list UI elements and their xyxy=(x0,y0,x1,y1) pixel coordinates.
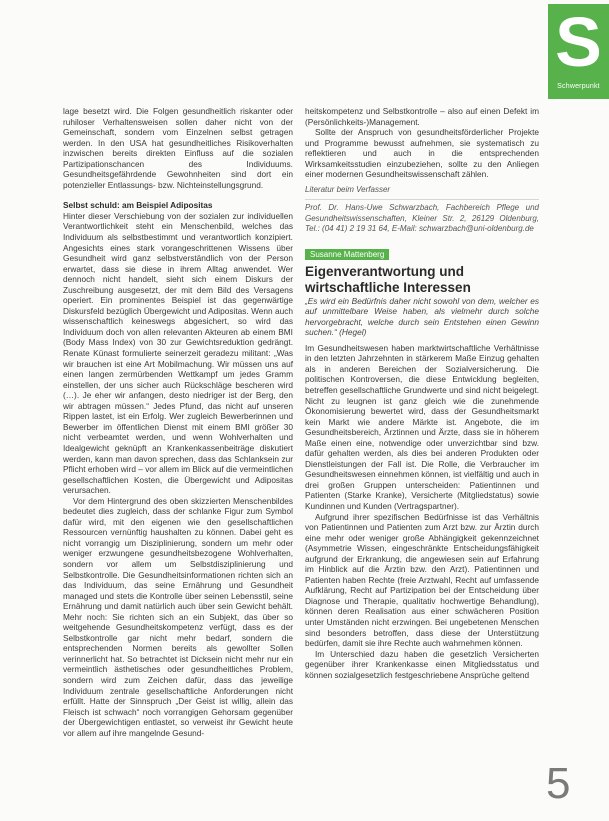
left-paragraph-2: Hinter dieser Verschiebung von der sozialen zur individuellen Verantwortlichkeit steht ein Menschenbild, welches das Individuum als selbstbestimmt und verantwortlich konzipiert. Angesichts eines stark vorangeschrittenen Wissens über Gesundheit wird ganz selbstverständlich von der Person erwartet, dass sie diese in ihrem Alltag anwendet. Wer dennoch nicht handelt, sieht sich einem Diskurs der Zuschreibung ausgesetzt, der mit dem Bild des Versagens operiert. Ein prominentes Beispiel ist das gegenwärtige Diskursfeld bezüglich Übergewicht und Adipositas. Wenn auch wissenschaftlich keineswegs abgesichert, so wird das Individuum doch von allen relevanten Akteuren ab einem BMI (Body Mass Index) von 30 zur Gewichtsreduktion gedrängt. Renate Künast formulierte seinerzeit geradezu militant: „Was wir brauchen ist eine Art Mobilmachung. Wir müssen uns auf einen langen zermürbenden Wettkampf um jedes Gramm einstellen, der uns sicher auch Rückschläge bescheren wird (…). Je eher wir anfangen, desto niedriger ist der Berg, den wir abtragen müssen.“ Jedes Pfund, das nicht auf unseren Rippen lastet, ist ein Erfolg. Wer zugleich Bewerberinnen und Bewerber im öffentlichen Dienst mit einem BMI größer 30 nicht verbeamtet werden, und wenn Wohlverhalten und Idealgewicht geknüpft an Krankenkassenbeiträge diskutiert werden, kann man davon sprechen, dass das Schlanksein zur Pflicht erhoben wird – vor allem im Blick auf die vermeintlichen gesellschaftlichen Kosten, die Übergewicht und Adipositas verursachen. xyxy=(63,210,293,496)
author-tag: Susanne Mattenberg xyxy=(305,249,389,260)
left-paragraph-3: Vor dem Hintergrund des oben skizzierten Menschenbildes bedeutet dies zugleich, dass der schlanke Figur zum Symbol dafür wird, mit den eigenen wie den gesellschaftlichen Ressourcen vernünftig haushalten zu können. Dabei geht es nicht vorrangig um Disziplinierung, sondern um mehr oder weniger erzwungene gesundheitsbezogene Wohlverhalten, sondern vor allem um Selbstdisziplinierung und Selbstkontrolle. Die Gesundheitsinformationen richten sich an das Individuum, das seine Ernährung und Gesundheit managed und stets die Kontrolle über seinen Lebensstil, seine Ernährung und damit natürlich auch über sein Gewicht behält. Mehr noch: Sie richten sich an ein Subjekt, das über so weitgehende Gesundheitskompetenz verfügt, dass es der Selbstkontrolle gar nicht mehr bedarf, sondern die entsprechenden Normen bereits als gewollter Sollen verinnerlicht hat. So betrachtet ist Dicksein nicht mehr nur ein vermeintlich ästhetisches oder gesundheitliches Problem, sondern wird zum Zeichen dafür, dass das jeweilige Individuum zentrale gesellschaftliche Anforderungen nicht erfüllt. Hatte der Sinnspruch „Der Geist ist willig, allein das Fleisch ist schwach“ noch vorrangigen Gehorsam gegenüber der Übergewichtigen entlastet, so verweist ihr Gewicht heute vor allem auf ihre mangelnde Gesund- xyxy=(63,495,293,738)
right-paragraph-2: Sollte der Anspruch von gesundheitsförderlicher Projekte und Programme bewusst aufnehmen, sie systematisch zu reflektieren und auch in die entsprechenden Wirksamkeitsstudien einzubeziehen, sollte zu den Anliegen einer modernen Gesundheitswissenschaft zählen. xyxy=(305,127,539,180)
page-number: 5 xyxy=(546,759,571,808)
subheading-adipositas: Selbst schuld: am Beispiel Adipositas xyxy=(63,200,213,211)
right-paragraph-3: Im Gesundheitswesen haben marktwirtschaftliche Verhältnisse in den letzten Jahrzehnten in stärkerem Maße Einzug gehalten als in anderen Bereichen der Sozialversicherung. Die politischen Kontroversen, die diese Entwicklung begleiten, betreffen gesellschaftliche Grundwerte und sind nicht beigelegt. Nicht zu leugnen ist ganz gleich wie die zunehmende Ökonomisierung bewertet wird, dass der Gesundheitsmarkt kein Markt wie andere Märkte ist. Angebote, die im Gesundheitsbereich, Ärztinnen und Ärzte, dass sie in höherem Maße einen eine, notwendige oder unverzichtbar sind bzw. dafür gehalten werden, als dies bei anderen Produkten oder Dienstleistungen der Fall ist. Die Rolle, die Verbraucher im Gesundheitswesen einnehmen können, ist vielfältig und auch in drei großen Gruppen unterscheiden: Patientinnen und Patienten (Starke Kranke), Versicherte (Mitgliedstatus) sowie Kundinnen und Kunden (Vertragspartner). xyxy=(305,342,539,511)
right-paragraph-1: heitskompetenz und Selbstkontrolle – also auf einen Defekt im (Persönlichkeits-)Management. xyxy=(305,106,539,127)
logo-letter: S xyxy=(555,3,602,81)
section-logo xyxy=(548,4,609,99)
left-column xyxy=(63,106,293,738)
contact-divider xyxy=(305,199,539,200)
author-contact: Prof. Dr. Hans-Uwe Schwarzbach, Fachbereich Pflege und Gesundheitswissenschaften, Kleiner Str. 2, 26129 Oldenburg, Tel.: (04 41) 2 19 31 64, E-Mail: schwarzbach@uni-oldenburg.de xyxy=(305,203,539,234)
right-paragraph-4: Aufgrund ihrer spezifischen Bedürfnisse ist das Verhältnis von Patientinnen und Patienten zum Arzt bzw. zur Ärztin durch eine mehr oder weniger große Abhängigkeit gekennzeichnet (Asymmetrie Wissen, eingeschränkte Entscheidungsfähigkeit aufgrund der Erkrankung, die angewiesen sein auf Erfahrung im Hinblick auf die Ärztin bzw. den Arzt). Patientinnen und Patienten haben Rechte (freie Arztwahl, Recht auf umfassende Aufklärung, Recht auf Partizipation bei der Entscheidung über Diagnose und Therapie, qualitativ hochwertige Behandlung), können deren Realisation aus einer schwächeren Position unter Umständen nicht erzwingen. Bei ungebetenen Menschen sind besonders betroffen, dass diese der Unterstützung bedürfen, damit sie ihre Rechte auch wahrnehmen können. xyxy=(305,511,539,649)
hegel-quote: „Es wird ein Bedürfnis daher nicht sowohl von dem, welcher es auf unmittelbare Weise haben, als vielmehr durch solche hervorgebracht, welche durch sein Entstehen einen Gewinn suchen.“ (Hegel) xyxy=(305,295,539,338)
left-paragraph-1: lage besetzt wird. Die Folgen gesundheitlich riskanter oder ruhiloser Verhaltensweisen sollen daher nicht von der Gemeinschaft, sondern vom Einzelnen selbst getragen werden. In den USA hat gesundheitliches Risikoverhalten inzwischen bereits direkten Einfluss auf die sozialen Partizipationschancen des Individuums. Gesundheitsgefährdende Gewohnheiten sind dort ein potenzieller Entlassungs- bzw. Nichteinstellungsgrund. xyxy=(63,106,293,190)
literature-note: Literatur beim Verfasser xyxy=(305,184,391,194)
article-heading: Eigenverantwortung und wirtschaftliche Interessen xyxy=(305,263,471,295)
logo-label: Schwerpunkt xyxy=(557,83,600,90)
right-column xyxy=(305,106,539,680)
right-paragraph-5: Im Unterschied dazu haben die gesetzlich Versicherten gegenüber ihrer Krankenkasse einen Mitgliedsstatus und können sozialgesetzlich festgeschriebene Ansprüche geltend xyxy=(305,648,539,680)
